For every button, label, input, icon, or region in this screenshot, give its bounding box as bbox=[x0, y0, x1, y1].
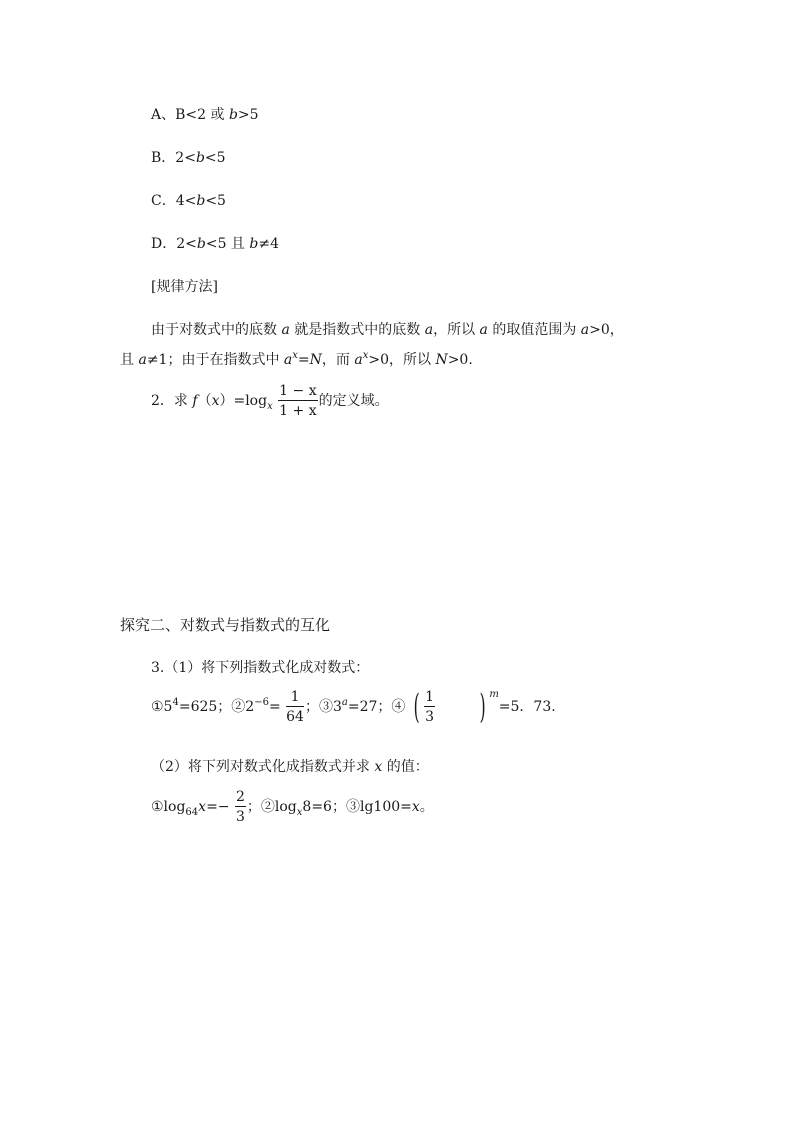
option-c: C．4<b<5 bbox=[151, 193, 226, 209]
option-b: B．2<b<5 bbox=[151, 150, 226, 166]
method-heading: [规律方法] bbox=[151, 279, 218, 295]
right-paren: ) bbox=[479, 687, 486, 727]
fraction-1-over-64: $\frac{1}{64}$ bbox=[286, 689, 304, 725]
option-d: D．2<b<5 且 b≠4 bbox=[151, 236, 279, 252]
method-paragraph-line2: 且 a≠1；由于在指数式中 $a^x=N$，而 $a^x>0$，所以 N>0. bbox=[120, 350, 473, 368]
section-title: 探究二、对数式与指数式的互化 bbox=[120, 616, 331, 634]
question-3-part-2: （2）将下列对数式化成指数式并求 x 的值： bbox=[151, 759, 429, 775]
question-3-part-1: 3.（1）将下列指数式化成对数式： bbox=[151, 660, 370, 676]
question-2: 2．求 $f(x)=\log_x$ $\frac{1 - x}{1 + x}$ 的定义域。 bbox=[151, 383, 389, 419]
option-a: A、B<2 或 b>5 bbox=[151, 107, 259, 123]
fraction-1-minus-x-over-1-plus-x: $\frac{1 - x}{1 + x}$ bbox=[279, 383, 317, 419]
fraction-1-over-3: $\frac{1}{3}$ bbox=[425, 689, 435, 725]
exponent-expressions: $①5^4=625$；$②2^{-6}=$ $\frac{1}{64}$ ；$③3^a=27$；④ ( $\frac{1}{3}$ ) $^m$=5．73. bbox=[151, 687, 556, 727]
fraction-2-over-3: $\frac{2}{3}$ bbox=[235, 789, 245, 825]
left-paren: ( bbox=[413, 687, 420, 727]
log-expressions: $①\log_{64}x=-$ $\frac{2}{3}$ ；$②\log_x8=6$；③lg100=x。 bbox=[151, 789, 434, 825]
method-paragraph-line1: 由于对数式中的底数 a 就是指数式中的底数 a，所以 a 的取值范围为 a>0， bbox=[151, 322, 624, 338]
